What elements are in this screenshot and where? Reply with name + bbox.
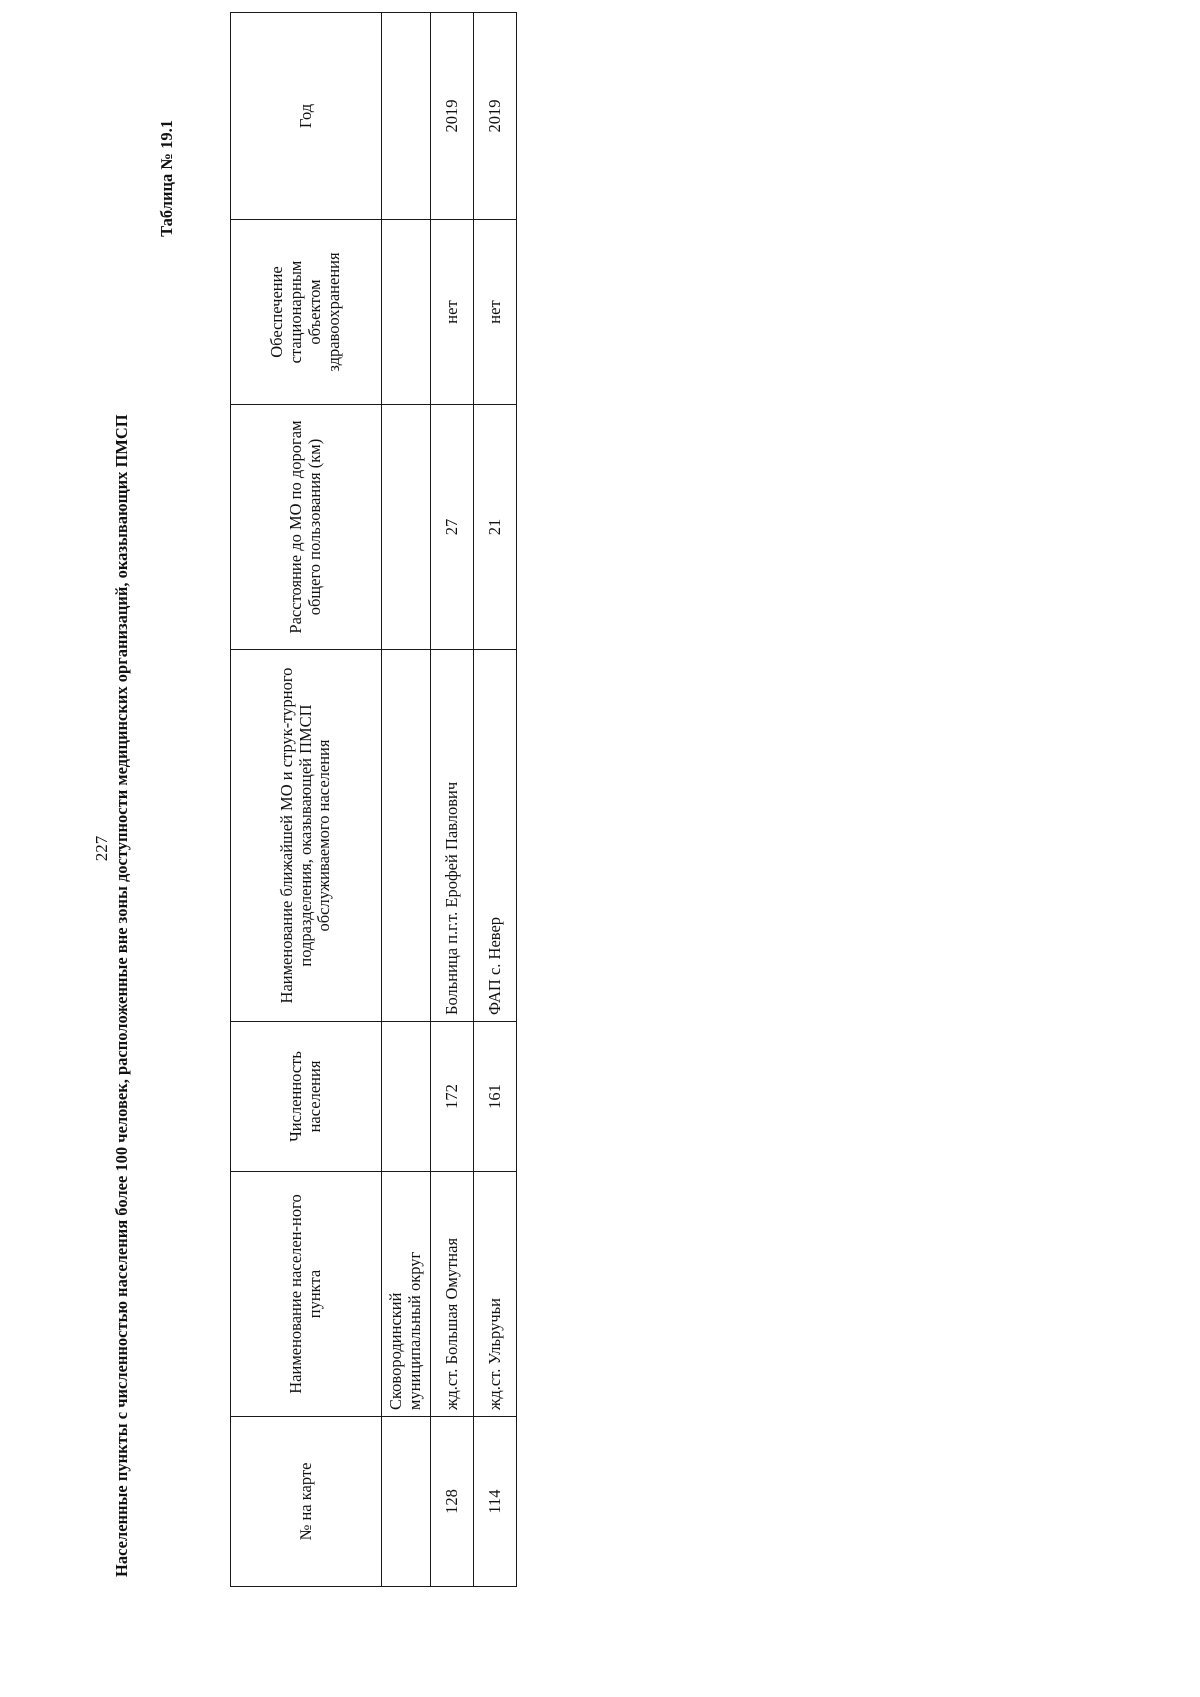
header-distance: Расстояние до МО по дорогам общего пользования (км) <box>231 405 382 650</box>
header-year: Год <box>231 13 382 220</box>
cell-map-number: 114 <box>474 1417 517 1587</box>
cell-stationary-facility: нет <box>474 220 517 405</box>
group-cell-empty <box>382 650 431 1022</box>
cell-population: 161 <box>474 1022 517 1172</box>
cell-population: 172 <box>431 1022 474 1172</box>
group-cell-empty <box>382 220 431 405</box>
group-name: Сковородинский муниципальный округ <box>382 1172 431 1417</box>
header-stationary-facility: Обеспечение стационарным объектом здравоохранения <box>231 220 382 405</box>
table-header-row <box>231 13 382 1587</box>
cell-nearest-mo: ФАП с. Невер <box>474 650 517 1022</box>
header-nearest-mo: Наименование ближайшей МО и струк-турного подразделения, оказывающей ПМСП обслуживаемого населения <box>231 650 382 1022</box>
cell-year: 2019 <box>431 13 474 220</box>
settlements-table <box>230 12 517 1587</box>
cell-map-number: 128 <box>431 1417 474 1587</box>
cell-settlement-name: жд.ст. Ульручьи <box>474 1172 517 1417</box>
cell-distance: 27 <box>431 405 474 650</box>
cell-stationary-facility: нет <box>431 220 474 405</box>
group-cell-empty <box>382 13 431 220</box>
header-population: Численность населения <box>231 1022 382 1172</box>
group-cell-empty <box>382 405 431 650</box>
header-map-number: № на карте <box>231 1417 382 1587</box>
cell-nearest-mo: Больница п.г.т. Ерофей Павлович <box>431 650 474 1022</box>
cell-distance: 21 <box>474 405 517 650</box>
table-group-row <box>382 13 431 1587</box>
cell-settlement-name: жд.ст. Большая Омутная <box>431 1172 474 1417</box>
table-row <box>474 13 517 1587</box>
page-number: 227 <box>92 835 111 862</box>
table-label: Таблица № 19.1 <box>157 120 176 237</box>
table-row <box>431 13 474 1587</box>
group-cell-empty <box>382 1022 431 1172</box>
cell-year: 2019 <box>474 13 517 220</box>
header-settlement-name: Наименование населен-ного пункта <box>231 1172 382 1417</box>
group-cell-empty <box>382 1417 431 1587</box>
document-title: Населенные пункты с численностью населения более 100 человек, расположенные вне зоны доступности медицинских организаций, оказывающих ПМСП <box>112 414 131 1577</box>
